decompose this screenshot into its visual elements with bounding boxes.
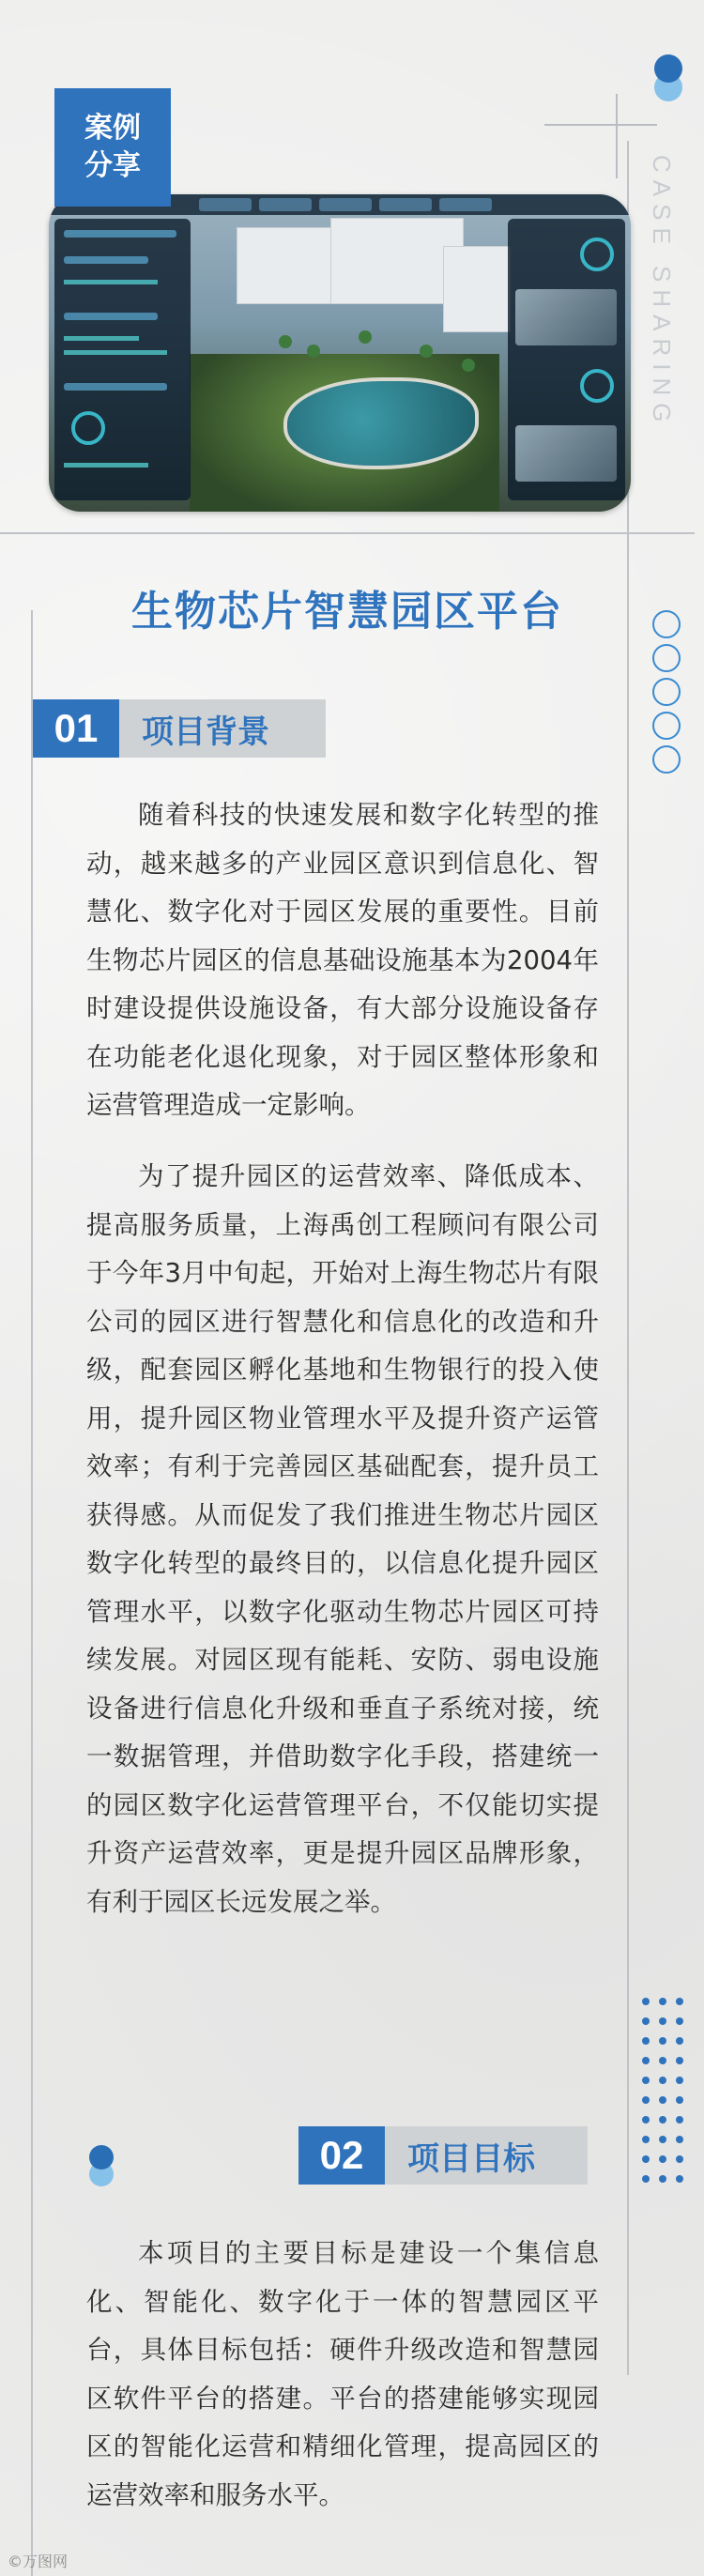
- tree: [462, 359, 475, 372]
- grid-dot: [659, 2136, 666, 2143]
- paragraph: 为了提升园区的运营效率、降低成本、提高服务质量，上海禹创工程顾问有限公司于今年3月中旬起，开始对上海生物芯片有限公司的园区进行智慧化和信息化的改造和升级，配套园区孵化基地和生物银行的投入使用，提升园区物业管理水平及提升资产运管效率；有利于完善园区基础配套，提升员工获得感。从而促发了我们推进生物芯片园区数字化转型的最终目的，以信息化提升园区管理水平，以数字化驱动生物芯片园区可持续发展。对园区现有能耗、安防、弱电设施设备进行信息化升级和垂直子系统对接，统一数据管理，并借助数字化手段，搭建统一的园区数字化运营管理平台，不仅能切实提升资产运营效率，更是提升园区品牌形象，有利于园区长远发展之举。: [86, 1161, 599, 1917]
- section-header-goals: [298, 2126, 588, 2185]
- ring-icon: [652, 712, 681, 740]
- building: [443, 246, 511, 332]
- gauge-icon: [580, 238, 614, 271]
- grid-dot: [642, 2096, 650, 2104]
- ring-icon: [652, 678, 681, 706]
- page-title: 生物芯片智慧园区平台: [131, 588, 563, 636]
- dashboard-preview-image: [49, 194, 631, 512]
- ring-icon: [652, 644, 681, 672]
- dashboard-tab: [319, 198, 372, 211]
- paragraph: 本项目的主要目标是建设一个集信息化、智能化、数字化于一体的智慧园区平台，具体目标包括：硬件升级改造和智慧园区软件平台的搭建。平台的搭建能够实现园区的智能化运营和精细化管理，提高园区的运营效率和服务水平。: [86, 2238, 599, 2510]
- section-label: 项目背景: [119, 699, 326, 758]
- grid-dot: [659, 1998, 666, 2005]
- tag-line-2: 分享: [84, 149, 141, 182]
- watermark: ©万图网: [8, 2553, 69, 2570]
- frame-line-left: [31, 610, 33, 2576]
- section-number: 02: [298, 2126, 385, 2185]
- dashboard-tab: [379, 198, 432, 211]
- ring-decoration: [652, 610, 690, 807]
- divider-line: [0, 532, 695, 534]
- ring-icon: [652, 745, 681, 774]
- dashboard-right-panel: [508, 219, 625, 500]
- grid-dot: [676, 2155, 683, 2163]
- grid-dot: [676, 2037, 683, 2045]
- section-header-background: [33, 699, 326, 758]
- grid-dot: [676, 1998, 683, 2005]
- grid-dot: [676, 2077, 683, 2084]
- grid-dot: [659, 2096, 666, 2104]
- grid-dot: [659, 2077, 666, 2084]
- grid-dot: [676, 2175, 683, 2183]
- decor-dot-dark: [89, 2145, 114, 2170]
- section-number: 01: [33, 699, 119, 758]
- grid-dot: [642, 2175, 650, 2183]
- grid-dot: [642, 2037, 650, 2045]
- dashboard-tab: [439, 198, 492, 211]
- gauge-icon: [71, 411, 105, 445]
- grid-dot: [642, 1998, 650, 2005]
- grid-dot: [642, 2155, 650, 2163]
- tree: [420, 345, 433, 358]
- dashboard-left-panel: [54, 219, 191, 500]
- grid-dot: [676, 2136, 683, 2143]
- dashboard-tab: [259, 198, 312, 211]
- grid-dot: [659, 2037, 666, 2045]
- dot-grid-decoration: [642, 1998, 687, 2195]
- paragraph: 随着科技的快速发展和数字化转型的推动，越来越多的产业园区意识到信息化、智慧化、数字化对于园区发展的重要性。目前生物芯片园区的信息基础设施基本为2004年时建设提供设施设备，有大部分设施设备存在功能老化退化现象，对于园区整体形象和运营管理造成一定影响。: [86, 800, 599, 1120]
- case-share-tag: [54, 88, 171, 207]
- tag-line-1: 案例: [84, 112, 141, 145]
- grid-dot: [676, 2096, 683, 2104]
- crosshair-decoration: [544, 124, 657, 126]
- dashboard-tab: [199, 198, 252, 211]
- grid-dot: [659, 2155, 666, 2163]
- section-label: 项目目标: [385, 2126, 588, 2185]
- grid-dot: [659, 2017, 666, 2025]
- grid-dot: [642, 2077, 650, 2084]
- camera-thumbnail: [515, 425, 617, 482]
- grid-dot: [676, 2017, 683, 2025]
- grid-dot: [642, 2116, 650, 2124]
- tree: [307, 345, 320, 358]
- grid-dot: [659, 2057, 666, 2064]
- tree: [279, 335, 292, 348]
- grid-dot: [642, 2057, 650, 2064]
- grid-dot: [659, 2175, 666, 2183]
- case-sharing-vertical-text: CASE SHARING: [648, 155, 676, 430]
- camera-thumbnail: [515, 289, 617, 345]
- grid-dot: [642, 2017, 650, 2025]
- pond: [283, 377, 479, 469]
- grid-dot: [676, 2116, 683, 2124]
- grid-dot: [642, 2136, 650, 2143]
- grid-dot: [659, 2116, 666, 2124]
- decor-dot-dark: [654, 54, 682, 83]
- crosshair-decoration: [616, 94, 618, 178]
- gauge-icon: [580, 369, 614, 403]
- tree: [359, 330, 372, 344]
- grid-dot: [676, 2057, 683, 2064]
